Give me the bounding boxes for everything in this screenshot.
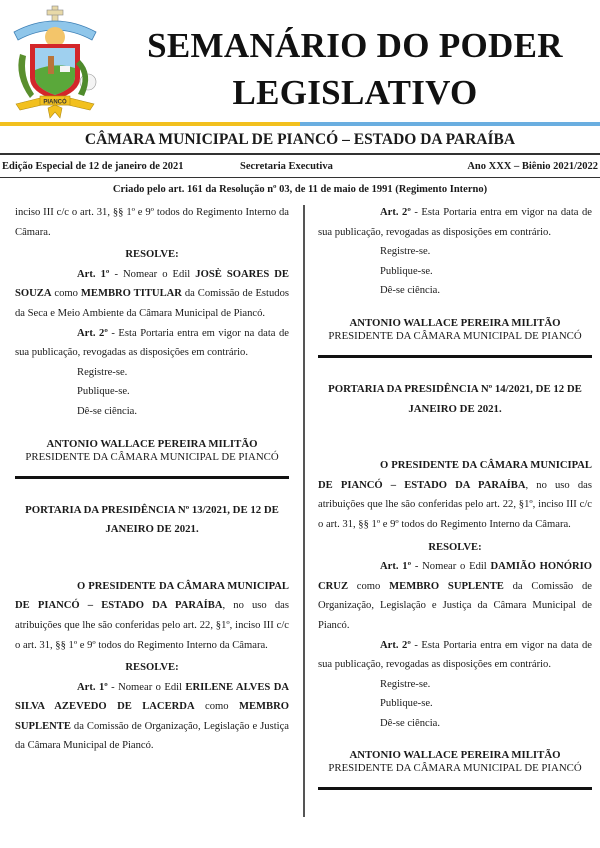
signatory-name: ANTONIO WALLACE PEREIRA MILITÃO [349,749,561,762]
bold-text: O PRESIDENTE DA CÂMARA MUNICIPAL DE PIANCÓ – ESTADO DA PARAÍBA [15,580,289,612]
text-segment: da Comissão de Organização, Legislação e Justiça da Câmara Municipal de Piancó. [15,720,289,752]
closing-line [15,402,289,422]
bold-text: ERILENE ALVES DA SILVA AZEVEDO DE LACERDA [15,681,290,713]
text-segment: Dê-se ciência. [380,285,440,297]
signature-block [318,317,592,343]
right-column [318,203,592,812]
bold-text: Art. 2º [77,327,108,339]
left-column [15,203,289,756]
resolve-heading [318,538,592,558]
yellow-color-bar [0,122,300,126]
text-segment: da Comissão de Estudos da Seca e Meio Ambiente da Câmara Municipal de Piancó. [15,288,289,319]
edition-date: Edição Especial de 12 de janeiro de 2021 [2,161,184,172]
bold-text: Art. 1º [77,268,110,280]
text-segment: - Esta Portaria entra em vigor na data de sua publicação, revogadas as disposições em contrário. [318,639,592,671]
text-segment: Publique-se. [380,265,433,277]
bold-text: RESOLVE: [125,662,179,674]
closing-line [15,363,289,383]
department: Secretaria Executiva [240,161,333,172]
closing-line [15,382,289,402]
bold-text: MEMBRO TITULAR [80,288,182,300]
closing-line [318,281,592,301]
text-segment: Dê-se ciência. [77,405,137,417]
article-paragraph [15,324,289,363]
column-divider [303,205,305,817]
text-segment: Registre-se. [380,678,431,690]
header-rule-bottom [0,177,600,178]
text-segment: - Esta Portaria entra em vigor na data de sua publicação, revogadas as disposições em contrário. [318,207,592,238]
paragraph [15,203,289,242]
article-paragraph [15,678,289,756]
ordinance-title [15,501,289,540]
signature-block [318,749,592,775]
article-paragraph [15,265,289,324]
svg-text:PIANCÓ: PIANCÓ [43,99,67,106]
section-divider [318,355,592,358]
closing-line [318,714,592,734]
coat-of-arms-logo [8,4,102,120]
blue-color-bar [300,122,600,126]
text-segment: - Esta Portaria entra em vigor na data de sua publicação, revogadas as disposições em contrário. [15,327,289,359]
signatory-name: ANTONIO WALLACE PEREIRA MILITÃO [349,316,561,329]
text-segment: , no uso das atribuições que lhe são conferidas pelo art. 22, §1º, inciso III c/c o art. 31, §§ 1º e 9º todos do Regimento Interno da Câmara. [15,600,289,651]
signatory-role: PRESIDENTE DA CÂMARA MUNICIPAL DE PIANCÓ [25,450,279,463]
text-segment: Publique-se. [77,386,130,398]
bold-text: DAMIÃO HONÓRIO CRUZ [318,561,592,592]
article-paragraph [318,636,592,675]
text-segment: como [194,701,239,713]
signatory-role: PRESIDENTE DA CÂMARA MUNICIPAL DE PIANCÓ [328,329,582,342]
article-paragraph [318,203,592,242]
section-divider [318,787,592,790]
bold-text: JOSÈ SOARES DE SOUZA [15,268,289,300]
bold-text: PORTARIA DA PRESIDÊNCIA Nº 13/2021, DE 12 DE JANEIRO DE 2021. [25,503,279,536]
text-segment: - Nomear o Edil [411,561,491,573]
bold-text: Art. 1º [77,681,108,693]
bold-text: RESOLVE: [125,249,179,261]
resolve-heading [15,245,289,265]
bold-text: Art. 2º [380,639,411,651]
closing-line [318,694,592,714]
closing-line [318,242,592,262]
bold-text: RESOLVE: [428,541,482,553]
signature-block [15,438,289,464]
article-paragraph [318,456,592,534]
chamber-subtitle: CÂMARA MUNICIPAL DE PIANCÓ – ESTADO DA PARAÍBA [84,131,516,148]
text-segment: , no uso das atribuições que lhe são conferidas pelo art. 22, §1º, inciso III c/c o art. 31, §§ 1º e 9º todos do Regimento Interno da Câmara. [318,479,592,530]
article-paragraph [15,577,289,655]
section-divider [15,476,289,479]
text-segment: da Comissão de Organização, Legislação e Justiça da Câmara Municipal de Piancó. [318,580,592,631]
resolve-heading [15,658,289,678]
closing-line [318,262,592,282]
creation-note: Criado pelo art. 161 da Resolução nº 03, de 11 de maio de 1991 (Regimento Interno) [112,184,488,195]
text-segment: inciso III c/c o art. 31, §§ 1º e 9º todos do Regimento Interno da Câmara. [15,207,289,238]
bold-text: MEMBRO SUPLENTE [15,701,289,732]
article-paragraph [318,557,592,635]
bold-text: O PRESIDENTE DA CÂMARA MUNICIPAL DE PIANCÓ – ESTADO DA PARAÍBA [318,460,592,491]
closing-line [318,675,592,695]
ordinance-title [318,380,592,419]
publication-title-line1: SEMANÁRIO DO PODER [147,26,563,65]
text-segment: Dê-se ciência. [380,717,440,729]
text-segment: Registre-se. [380,246,431,258]
signatory-role: PRESIDENTE DA CÂMARA MUNICIPAL DE PIANCÓ [328,762,582,775]
text-segment: Publique-se. [380,698,433,710]
bold-text: Art. 2º [380,207,411,218]
text-segment: - Nomear o Edil [109,268,196,280]
publication-title-line2: LEGISLATIVO [232,73,478,112]
header-rule-top [0,153,600,155]
text-segment: como [348,580,390,592]
bold-text: MEMBRO SUPLENTE [389,580,504,592]
text-segment: Registre-se. [77,366,128,378]
signatory-name: ANTONIO WALLACE PEREIRA MILITÃO [46,437,258,450]
year-biennium: Ano XXX – Biênio 2021/2022 [467,161,598,172]
bold-text: Art. 1º [380,561,412,573]
text-segment: como [51,288,81,300]
bold-text: PORTARIA DA PRESIDÊNCIA Nº 14/2021, DE 12 DE JANEIRO DE 2021. [328,382,582,415]
text-segment: - Nomear o Edil [107,681,186,693]
